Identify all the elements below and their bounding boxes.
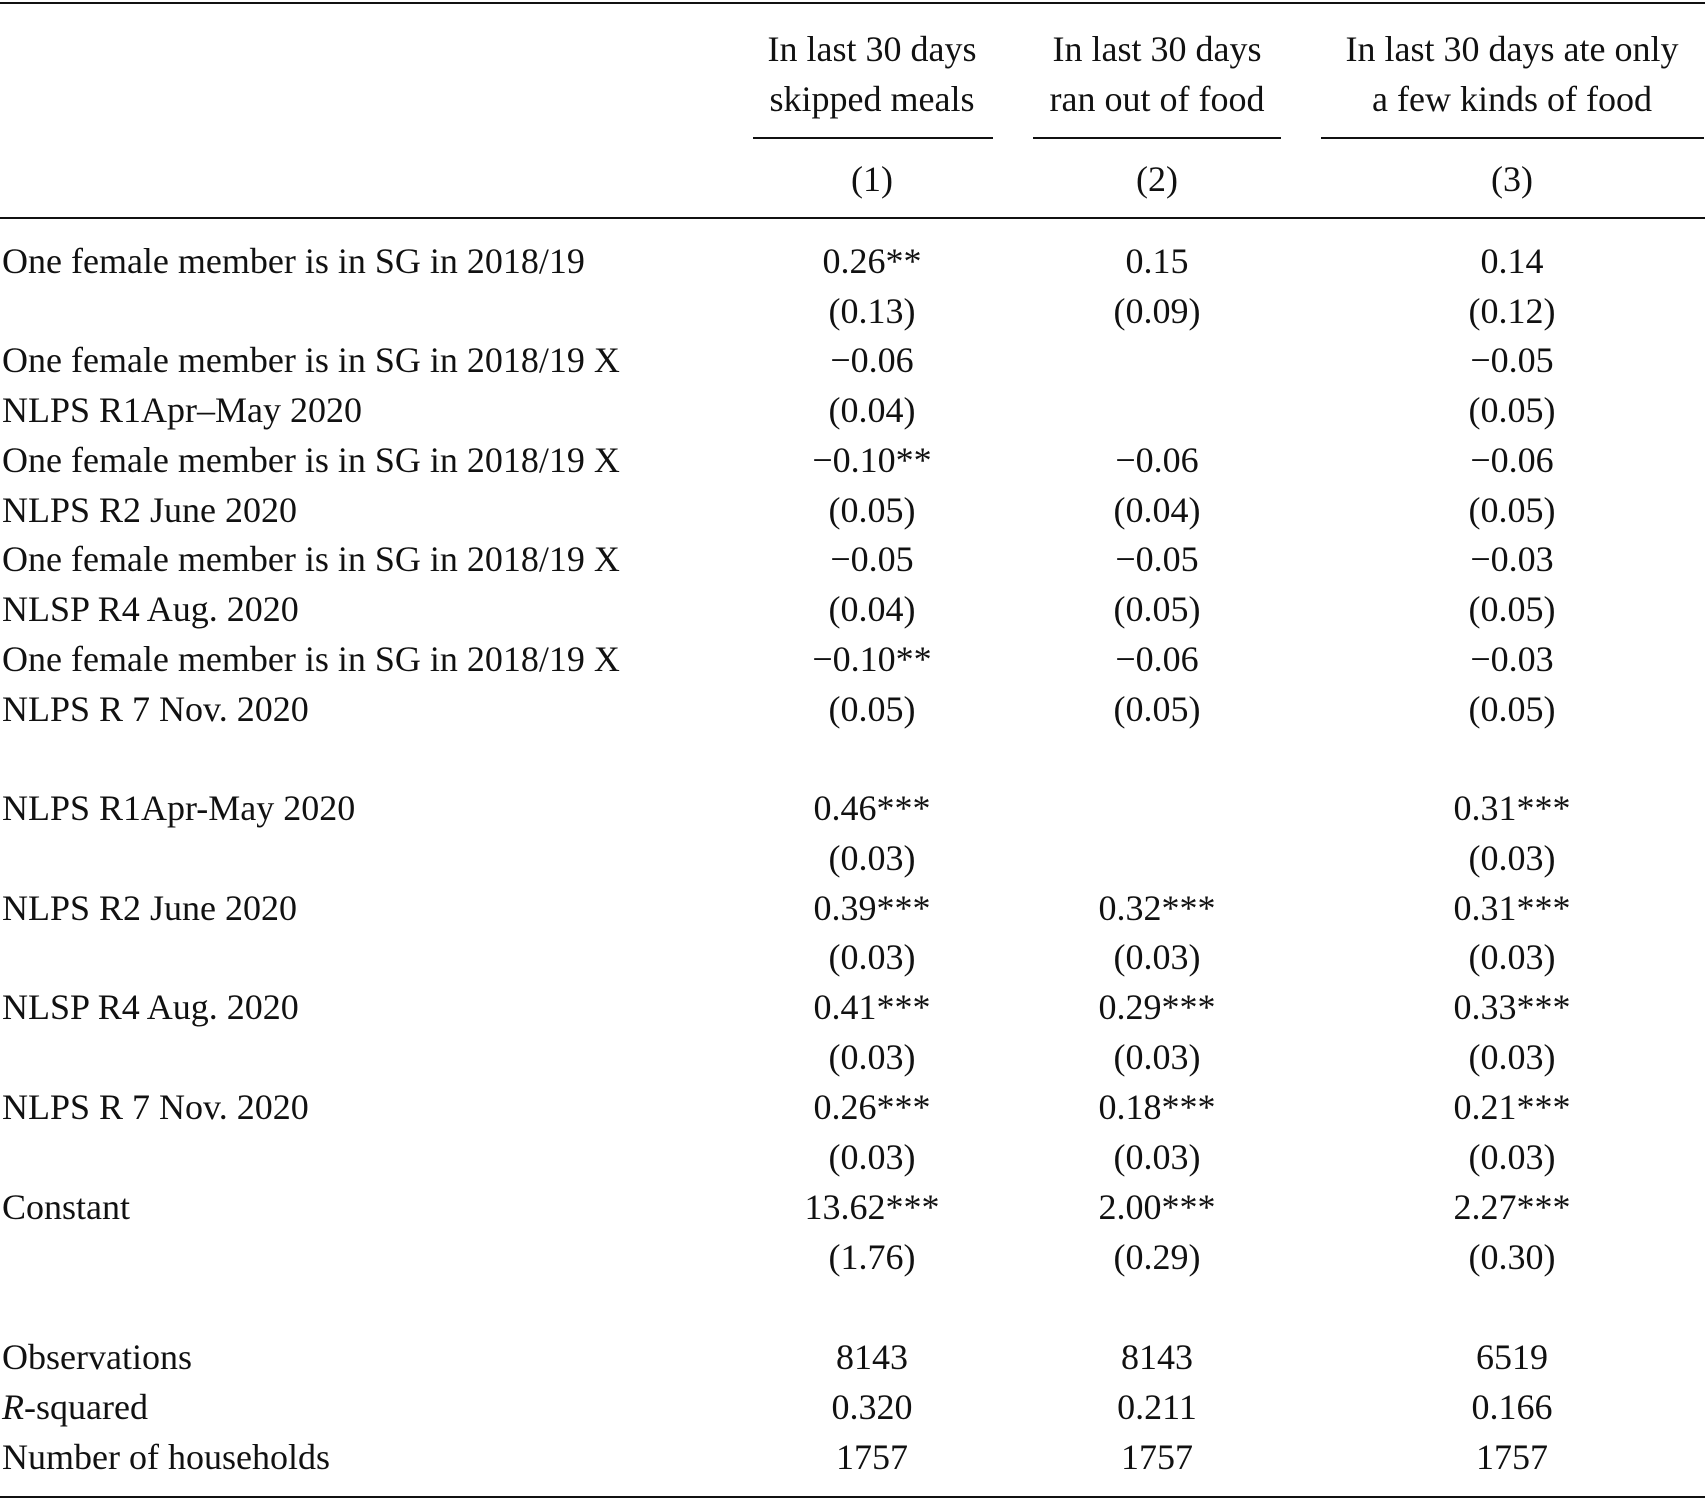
col3-header-line2: a few kinds of food: [1372, 79, 1652, 119]
row-label: One female member is in SG in 2018/19 X: [2, 440, 620, 480]
cell-col3: (0.03): [1468, 1137, 1556, 1177]
col2-header-underline: [1033, 137, 1281, 139]
cell-col2: 2.00***: [1098, 1187, 1216, 1227]
cell-col2: 0.18***: [1098, 1087, 1216, 1127]
cell-col1: 13.62***: [804, 1187, 940, 1227]
row-label: NLPS R 7 Nov. 2020: [2, 689, 309, 729]
cell-col2: (0.04): [1113, 490, 1201, 530]
cell-col2: 0.32***: [1098, 888, 1216, 928]
cell-col1: 1757: [836, 1437, 908, 1477]
bottom-rule: [0, 1496, 1705, 1498]
cell-col3: (0.05): [1468, 589, 1556, 629]
cell-col2: (0.05): [1113, 589, 1201, 629]
cell-col1: (1.76): [828, 1237, 916, 1277]
cell-col3: 1757: [1476, 1437, 1548, 1477]
cell-col2: 0.29***: [1098, 987, 1216, 1027]
cell-col3: (0.05): [1468, 390, 1556, 430]
cell-col2: (0.09): [1113, 291, 1201, 331]
cell-col2: −0.06: [1115, 440, 1199, 480]
cell-col1: 0.26**: [822, 241, 922, 281]
cell-col1: 0.320: [831, 1387, 913, 1427]
header-bottom-rule: [0, 217, 1705, 219]
cell-col3: 6519: [1476, 1337, 1548, 1377]
cell-col3: −0.05: [1470, 340, 1554, 380]
cell-col2: −0.06: [1115, 639, 1199, 679]
cell-col1: (0.03): [828, 1137, 916, 1177]
cell-col3: (0.05): [1468, 490, 1556, 530]
cell-col3: −0.06: [1470, 440, 1554, 480]
cell-col3: (0.30): [1468, 1237, 1556, 1277]
cell-col3: −0.03: [1470, 539, 1554, 579]
cell-col1: (0.03): [828, 937, 916, 977]
cell-col3: 0.14: [1480, 241, 1544, 281]
cell-col3: 2.27***: [1453, 1187, 1571, 1227]
row-label: Number of households: [2, 1437, 330, 1477]
row-label: Observations: [2, 1337, 192, 1377]
row-label: NLPS R2 June 2020: [2, 490, 298, 530]
cell-col3: (0.03): [1468, 1037, 1556, 1077]
cell-col1: (0.03): [828, 838, 916, 878]
col3-header-underline: [1321, 137, 1704, 139]
top-rule: [0, 2, 1705, 4]
row-label: One female member is in SG in 2018/19 X: [2, 639, 620, 679]
col1-number: (1): [851, 159, 893, 199]
cell-col1: −0.10**: [812, 440, 932, 480]
col1-header-line2: skipped meals: [769, 79, 975, 119]
cell-col2: (0.03): [1113, 1137, 1201, 1177]
cell-col1: 0.41***: [813, 987, 931, 1027]
r-italic: R: [2, 1387, 24, 1427]
cell-col2: (0.03): [1113, 937, 1201, 977]
cell-col3: 0.31***: [1453, 788, 1571, 828]
cell-col1: 0.46***: [813, 788, 931, 828]
cell-col1: (0.05): [828, 689, 916, 729]
cell-col3: (0.12): [1468, 291, 1556, 331]
cell-col1: (0.03): [828, 1037, 916, 1077]
row-label: NLPS R 7 Nov. 2020: [2, 1087, 309, 1127]
cell-col1: −0.10**: [812, 639, 932, 679]
cell-col2: (0.05): [1113, 689, 1201, 729]
cell-col1: (0.04): [828, 390, 916, 430]
cell-col3: −0.03: [1470, 639, 1554, 679]
row-label: NLSP R4 Aug. 2020: [2, 987, 299, 1027]
cell-col3: 0.166: [1471, 1387, 1553, 1427]
cell-col3: 0.31***: [1453, 888, 1571, 928]
row-label: NLSP R4 Aug. 2020: [2, 589, 299, 629]
row-label: NLPS R2 June 2020: [2, 888, 298, 928]
cell-col3: (0.05): [1468, 689, 1556, 729]
cell-col1: −0.06: [830, 340, 914, 380]
cell-col1: 0.26***: [813, 1087, 931, 1127]
row-label: One female member is in SG in 2018/19 X: [2, 539, 620, 579]
row-label: One female member is in SG in 2018/19: [2, 241, 585, 281]
cell-col1: 0.39***: [813, 888, 931, 928]
cell-col1: 8143: [836, 1337, 908, 1377]
col3-header-line1: In last 30 days ate only: [1345, 29, 1679, 69]
row-label: NLPS R1Apr-May 2020: [2, 788, 356, 828]
cell-col3: 0.21***: [1453, 1087, 1571, 1127]
col2-header-line1: In last 30 days: [1052, 29, 1262, 69]
col1-header-line1: In last 30 days: [767, 29, 977, 69]
cell-col3: (0.03): [1468, 937, 1556, 977]
cell-col3: 0.33***: [1453, 987, 1571, 1027]
cell-col3: (0.03): [1468, 838, 1556, 878]
cell-col2: −0.05: [1115, 539, 1199, 579]
cell-col2: 1757: [1121, 1437, 1193, 1477]
col1-header-underline: [753, 137, 993, 139]
col3-number: (3): [1491, 159, 1533, 199]
cell-col2: 0.15: [1125, 241, 1189, 281]
col2-number: (2): [1136, 159, 1178, 199]
cell-col1: (0.13): [828, 291, 916, 331]
row-label: NLPS R1Apr–May 2020: [2, 390, 363, 430]
cell-col2: (0.03): [1113, 1037, 1201, 1077]
r-squared-rest: -squared: [24, 1387, 148, 1427]
col2-header-line2: ran out of food: [1049, 79, 1265, 119]
cell-col2: 0.211: [1117, 1387, 1197, 1427]
row-label: Constant: [2, 1187, 131, 1227]
row-label: [2, 1389, 148, 1425]
cell-col1: (0.05): [828, 490, 916, 530]
row-label: One female member is in SG in 2018/19 X: [2, 340, 620, 380]
cell-col1: (0.04): [828, 589, 916, 629]
cell-col2: (0.29): [1113, 1237, 1201, 1277]
cell-col2: 8143: [1121, 1337, 1193, 1377]
cell-col1: −0.05: [830, 539, 914, 579]
